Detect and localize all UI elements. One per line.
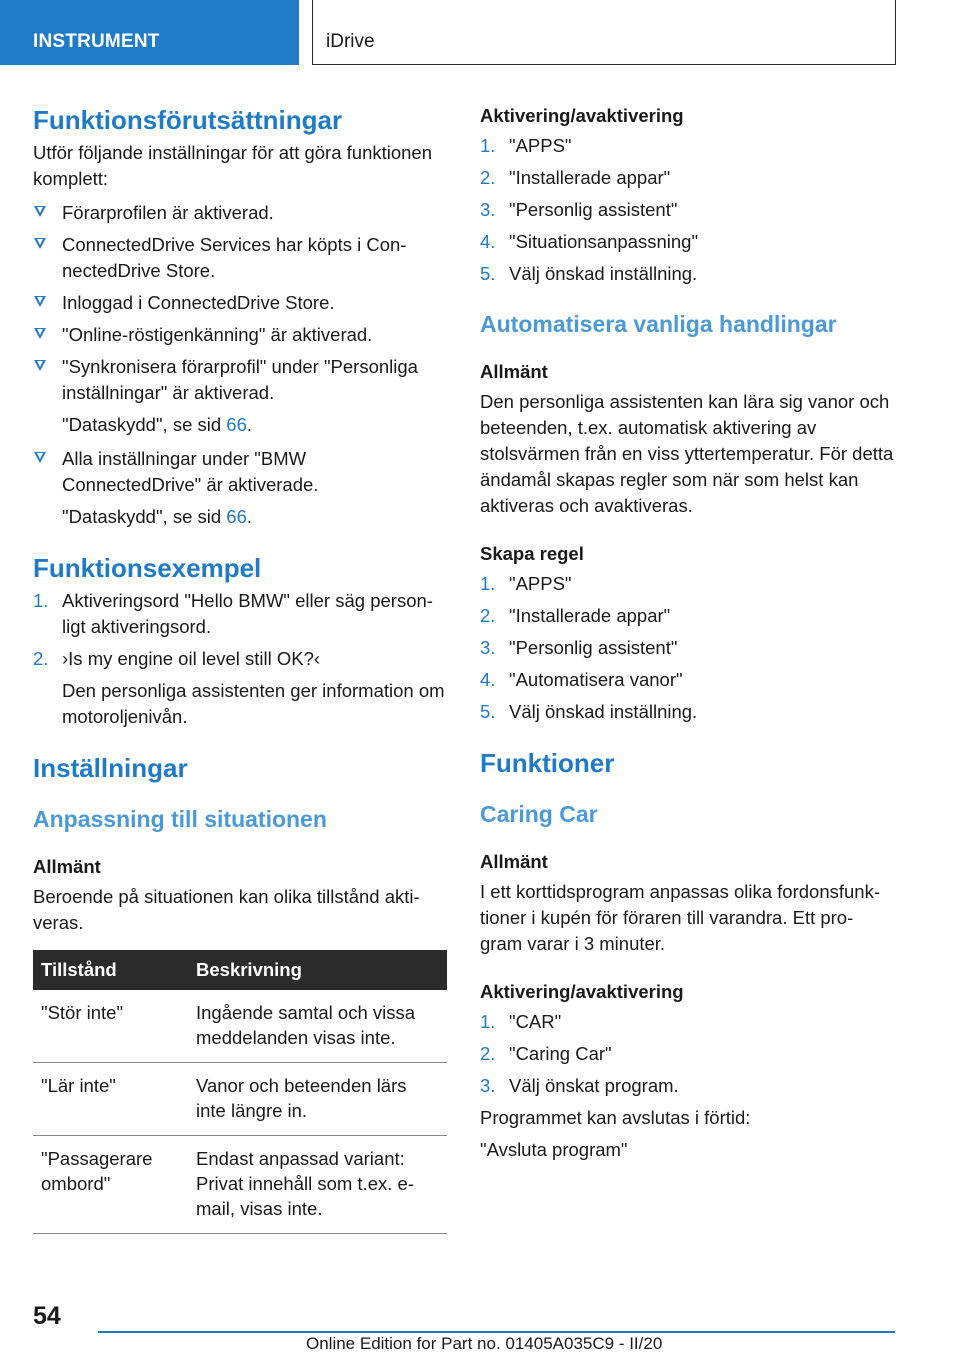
rule-list	[480, 571, 894, 725]
heading-general: Allmänt	[33, 856, 101, 877]
list-number: 3.	[480, 199, 496, 220]
list-number: 2.	[480, 605, 496, 626]
caring-list	[480, 1009, 894, 1099]
list-number: 4.	[480, 669, 496, 690]
triangle-bullet-icon	[34, 360, 46, 371]
list-item	[33, 200, 447, 226]
list-item	[480, 1073, 894, 1099]
prereq-list-2	[33, 446, 447, 498]
list-item-text: "Caring Car"	[509, 1043, 612, 1064]
list-number: 3.	[480, 637, 496, 658]
state-table	[33, 950, 447, 1234]
table-cell: "Passagerare ombord"	[33, 1136, 190, 1234]
heading-adapt: Anpassning till situationen	[33, 806, 327, 832]
example-list	[33, 588, 447, 672]
data-protection-ref: "Dataskydd", se sid 66.	[62, 414, 253, 435]
list-item	[480, 165, 894, 191]
list-item-text: Välj önskad inställning.	[509, 263, 698, 284]
left-column	[33, 100, 447, 1234]
table-cell: Endast anpassad variant: Privat innehåll som t.ex. e-mail, visas inte.	[190, 1136, 447, 1234]
list-number: 4.	[480, 231, 496, 252]
triangle-bullet-icon	[34, 452, 46, 463]
example-note: Den personliga assistenten ger information om motoroljenivån.	[62, 680, 445, 727]
automate-text: Den personliga assistenten kan lära sig vanor och beteenden, t.ex. automatisk aktivering av stolsvärmen från en viss yttertemperatur. För detta ändamål skapas regler som när som helst kan aktiveras och avaktiveras.	[480, 391, 894, 516]
table-row	[33, 1063, 447, 1136]
list-item	[480, 261, 894, 287]
list-item	[33, 232, 447, 284]
triangle-bullet-icon	[34, 206, 46, 217]
heading-automate: Automatisera vanliga handlingar	[480, 311, 837, 337]
caring-text: I ett korttidsprogram anpassas olika fordonsfunk-tioner i kupén för föraren till varandra. Ett pro-gram varar i 3 minuter.	[480, 881, 880, 954]
page-number: 54	[33, 1302, 61, 1330]
list-number: 1.	[480, 135, 496, 156]
list-item	[480, 1009, 894, 1035]
list-number: 1.	[33, 590, 49, 611]
table-header: Tillstånd	[33, 950, 190, 990]
adapt-text: Beroende på situationen kan olika tillstånd akti-veras.	[33, 886, 420, 933]
list-item-text: ConnectedDrive Services har köpts i Con-nectedDrive Store.	[62, 234, 407, 281]
right-column	[480, 103, 894, 1163]
ref-text: "Dataskydd", se sid	[62, 414, 222, 435]
list-item-text: Alla inställningar under "BMW ConnectedDrive" är aktiverade.	[62, 448, 319, 495]
data-protection-ref: "Dataskydd", se sid 66.	[62, 506, 253, 527]
table-header-row	[33, 950, 447, 990]
triangle-bullet-icon	[34, 296, 46, 307]
heading-create-rule: Skapa regel	[480, 543, 584, 564]
list-item	[480, 197, 894, 223]
list-item-text: Aktiveringsord "Hello BMW" eller säg person-ligt aktiveringsord.	[62, 590, 433, 637]
table-header: Beskrivning	[190, 950, 447, 990]
page-link[interactable]: 66	[226, 506, 247, 527]
list-item	[480, 699, 894, 725]
list-item-text: "Personlig assistent"	[509, 637, 678, 658]
prereq-intro: Utför följande inställningar för att göra funktionen komplett:	[33, 142, 433, 189]
list-item	[33, 322, 447, 348]
heading-example: Funktionsexempel	[33, 553, 262, 583]
list-item-text: Välj önskat program.	[509, 1075, 679, 1096]
list-item	[33, 354, 447, 406]
list-item	[33, 290, 447, 316]
end-text: Programmet kan avslutas i förtid:	[480, 1107, 751, 1128]
table-cell: "Stör inte"	[33, 990, 190, 1063]
list-item	[480, 1041, 894, 1067]
list-item	[480, 133, 894, 159]
list-number: 3.	[480, 1075, 496, 1096]
list-item-text: Förarprofilen är aktiverad.	[62, 202, 274, 223]
list-item	[480, 571, 894, 597]
list-item-text: Välj önskad inställning.	[509, 701, 698, 722]
chapter-tab: iDrive	[312, 0, 896, 65]
list-item	[33, 446, 447, 498]
heading-caring-car: Caring Car	[480, 801, 598, 827]
list-number: 2.	[480, 167, 496, 188]
list-item-text: ›Is my engine oil level still OK?‹	[62, 648, 321, 669]
heading-prerequisites: Funktionsförutsättningar	[33, 105, 343, 135]
heading-functions: Funktioner	[480, 748, 615, 778]
table-cell: Vanor och beteenden lärs inte längre in.	[190, 1063, 447, 1136]
list-item-text: "APPS"	[509, 135, 572, 156]
table-cell: "Lär inte"	[33, 1063, 190, 1136]
list-item-text: "APPS"	[509, 573, 572, 594]
heading-settings: Inställningar	[33, 753, 188, 783]
table-row	[33, 1136, 447, 1234]
ref-text: "Dataskydd", se sid	[62, 506, 222, 527]
table-row	[33, 990, 447, 1063]
heading-activation: Aktivering/avaktivering	[480, 981, 684, 1002]
list-item	[33, 588, 447, 640]
list-item-text: "Synkronisera förarprofil" under "Personliga inställningar" är aktiverad.	[62, 356, 418, 403]
list-number: 2.	[480, 1043, 496, 1064]
list-number: 1.	[480, 1011, 496, 1032]
list-item-text: "CAR"	[509, 1011, 562, 1032]
list-number: 5.	[480, 263, 496, 284]
page-link[interactable]: 66	[226, 414, 247, 435]
triangle-bullet-icon	[34, 238, 46, 249]
list-item	[33, 646, 447, 672]
heading-activation: Aktivering/avaktivering	[480, 105, 684, 126]
table-cell: Ingående samtal och vissa meddelanden visas inte.	[190, 990, 447, 1063]
end-option: "Avsluta program"	[480, 1139, 628, 1160]
list-item-text: "Online-röstigenkänning" är aktiverad.	[62, 324, 373, 345]
list-item-text: "Installerade appar"	[509, 605, 671, 626]
footer-edition: Online Edition for Part no. 01405A035C9 - II/20	[306, 1334, 663, 1353]
list-item	[480, 603, 894, 629]
prereq-list	[33, 200, 447, 406]
list-item-text: "Personlig assistent"	[509, 199, 678, 220]
list-item	[480, 635, 894, 661]
list-number: 1.	[480, 573, 496, 594]
list-number: 2.	[33, 648, 49, 669]
list-item-text: "Installerade appar"	[509, 167, 671, 188]
list-item-text: Inloggad i ConnectedDrive Store.	[62, 292, 335, 313]
list-item-text: "Situationsanpassning"	[509, 231, 699, 252]
list-item	[480, 229, 894, 255]
activation-list	[480, 133, 894, 287]
triangle-bullet-icon	[34, 328, 46, 339]
section-tab: INSTRUMENT	[0, 0, 299, 65]
heading-general: Allmänt	[480, 851, 548, 872]
heading-general: Allmänt	[480, 361, 548, 382]
list-number: 5.	[480, 701, 496, 722]
footer-divider	[98, 1331, 895, 1333]
list-item	[480, 667, 894, 693]
list-item-text: "Automatisera vanor"	[509, 669, 683, 690]
